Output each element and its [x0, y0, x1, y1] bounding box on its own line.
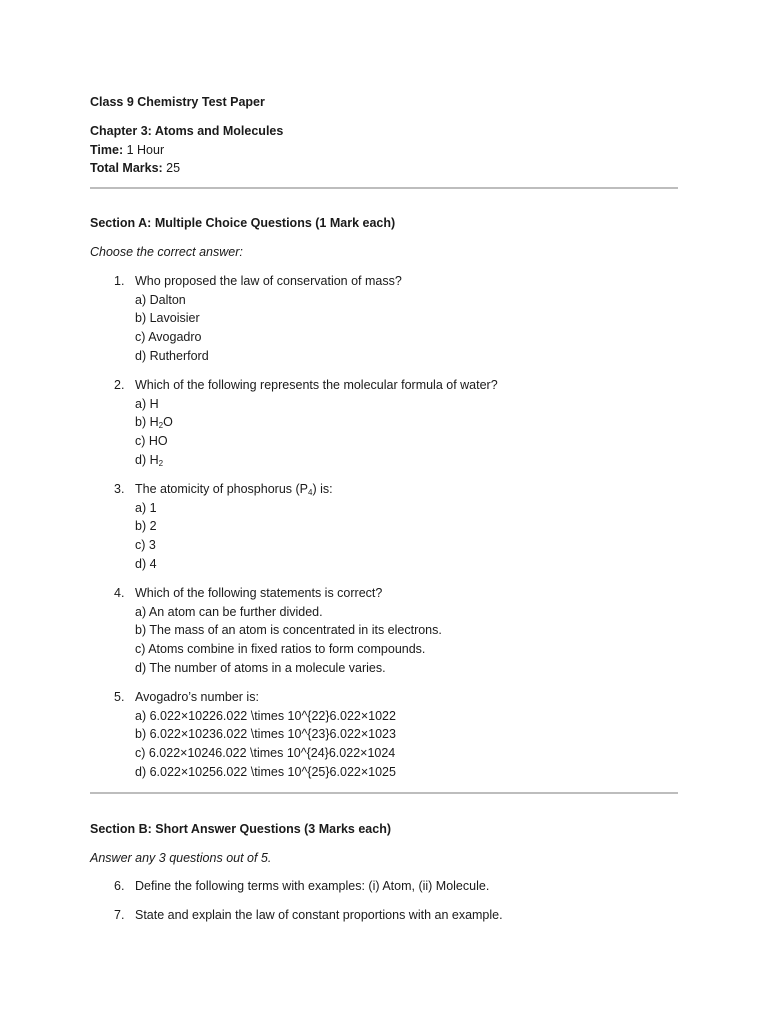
option-c: c) HO: [135, 434, 168, 449]
question-text-post: ) is:: [312, 481, 333, 496]
total-marks-line: [90, 159, 678, 178]
question-number: 4.: [114, 585, 125, 600]
time-value: 1 Hour: [123, 142, 165, 157]
question-2: [90, 376, 678, 470]
total-marks-label: Total Marks:: [90, 161, 163, 176]
option-d: d) 4: [135, 556, 157, 571]
section-b-heading: Section B: Short Answer Questions (3 Marks each): [90, 821, 391, 836]
subscript: 4: [308, 487, 313, 497]
section-a-instruction: Choose the correct answer:: [90, 244, 243, 259]
section-b-instruction: Answer any 3 questions out of 5.: [90, 850, 272, 865]
option-d: d) The number of atoms in a molecule varies.: [135, 660, 386, 675]
option-a: a) H: [135, 396, 159, 411]
option-b: b) Lavoisier: [135, 311, 200, 326]
question-number: 2.: [114, 377, 125, 392]
question-5: [90, 688, 678, 782]
question-number: 6.: [114, 879, 125, 894]
question-7: [90, 906, 678, 925]
total-marks-value: 25: [162, 161, 181, 176]
subscript: 2: [158, 458, 164, 468]
question-number: 1.: [114, 273, 125, 288]
question-text: Which of the following represents the molecular formula of water?: [135, 377, 498, 392]
question-text: Avogadro’s number is:: [135, 689, 259, 704]
option-b: [90, 413, 678, 432]
subscript: 2: [158, 421, 164, 431]
option-d: [90, 451, 678, 470]
question-number: 3.: [114, 481, 125, 496]
question-text: State and explain the law of constant proportions with an example.: [135, 908, 503, 923]
paper-title: Class 9 Chemistry Test Paper: [90, 95, 265, 109]
question-text-pre: The atomicity of phosphorus (P: [135, 481, 308, 496]
option-d: d) Rutherford: [135, 348, 209, 363]
question-text: Who proposed the law of conservation of mass?: [135, 273, 402, 288]
time-label: Time:: [90, 142, 124, 157]
option-c: c) 6.022×10246.022 \times 10^{24}6.022×1024: [135, 746, 396, 761]
question-number: 5.: [114, 689, 125, 704]
option-b: b) 2: [135, 519, 157, 534]
question-text: Define the following terms with examples: (i) Atom, (ii) Molecule.: [135, 879, 490, 894]
option-b-text: b) H: [135, 415, 159, 430]
option-a: a) Dalton: [135, 292, 186, 307]
option-c: c) Avogadro: [135, 330, 202, 345]
option-d: d) 6.022×10256.022 \times 10^{25}6.022×1025: [135, 764, 396, 779]
option-a: a) 1: [135, 500, 157, 515]
question-4: [90, 584, 678, 678]
question-text: Which of the following statements is correct?: [135, 585, 383, 600]
question-6: [90, 877, 678, 896]
option-a: a) 6.022×10226.022 \times 10^{22}6.022×1022: [135, 708, 396, 723]
option-b-tail: O: [163, 415, 173, 430]
question-number: 7.: [114, 908, 125, 923]
question-1: [90, 272, 678, 366]
test-paper: [90, 93, 678, 925]
option-c: c) 3: [135, 538, 156, 553]
option-c: c) Atoms combine in fixed ratios to form compounds.: [135, 642, 426, 657]
time-line: [90, 141, 678, 160]
option-d-text: d) H: [135, 452, 159, 467]
section-a-heading: Section A: Multiple Choice Questions (1 Mark each): [90, 216, 396, 231]
option-a: a) An atom can be further divided.: [135, 604, 323, 619]
option-b: b) The mass of an atom is concentrated in its electrons.: [135, 623, 442, 638]
question-3: [90, 480, 678, 574]
chapter-title: Chapter 3: Atoms and Molecules: [90, 123, 284, 138]
option-b: b) 6.022×10236.022 \times 10^{23}6.022×1023: [135, 727, 396, 742]
